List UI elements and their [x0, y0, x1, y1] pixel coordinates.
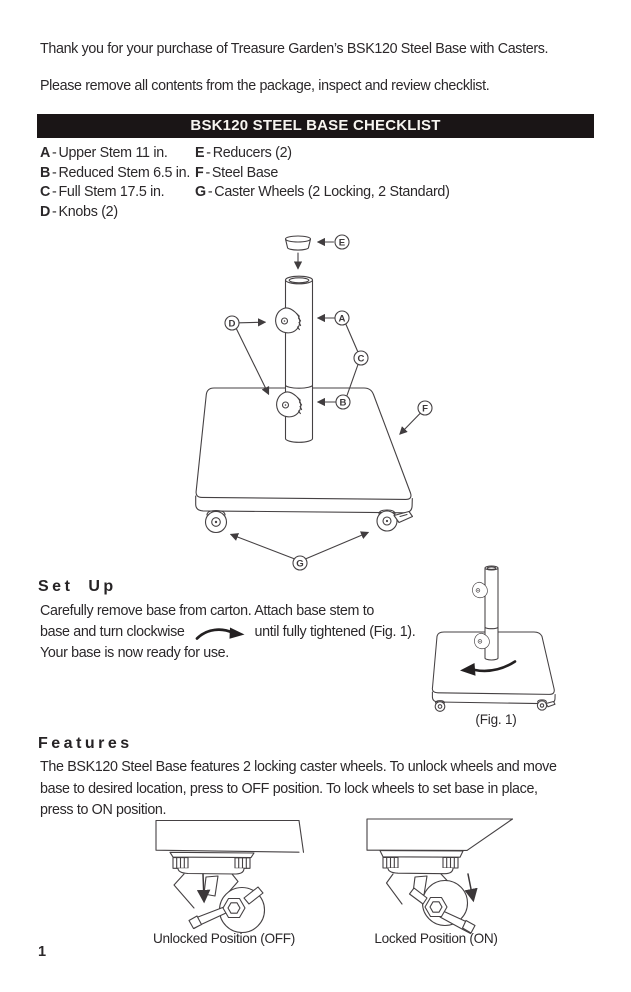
setup-line-2: [40, 622, 415, 643]
item-key: G: [195, 184, 206, 201]
item-key: E: [195, 145, 205, 161]
item-separator: -: [52, 164, 57, 181]
features-heading: Features: [38, 735, 133, 752]
caster-unlocked-figure: [148, 817, 313, 941]
checklist-item-b: [40, 164, 190, 184]
item-separator: -: [52, 145, 57, 161]
checklist-item-d: [40, 203, 190, 223]
item-separator: -: [52, 203, 57, 220]
page-number: 1: [38, 944, 47, 960]
checklist-title-bar: BSK120 STEEL BASE CHECKLIST: [37, 114, 594, 138]
item-key: B: [40, 164, 51, 181]
item-key: F: [195, 164, 204, 181]
caption-unlocked: Unlocked Position (OFF): [153, 931, 295, 946]
mounting-plate: [380, 851, 463, 874]
features-line-3: press to ON position.: [40, 802, 167, 818]
item-desc: Caster Wheels (2 Locking, 2 Standard): [214, 184, 450, 201]
item-separator: -: [206, 145, 211, 161]
press-arrow: [468, 874, 473, 899]
item-desc: Knobs (2): [58, 203, 118, 220]
features-line-2: base to desired location, press to OFF position. To lock wheels to set base in place,: [40, 780, 538, 797]
label-d: D: [228, 318, 236, 330]
setup-line-3: Your base is now ready for use.: [40, 645, 229, 661]
fig1-diagram: [415, 558, 580, 720]
item-key: D: [40, 203, 51, 220]
item-key: C: [40, 184, 51, 201]
clockwise-arrow-icon: [194, 626, 246, 641]
intro-line-1: Thank you for your purchase of Treasure Garden’s BSK120 Steel Base with Casters.: [40, 41, 549, 57]
hub-nut: [223, 899, 245, 918]
checklist-item-g: [195, 183, 450, 203]
item-desc: Upper Stem 11 in.: [58, 145, 168, 161]
checklist-item-e: [195, 144, 450, 164]
checklist-right-column: [195, 144, 450, 203]
checklist-item-c: [40, 183, 190, 203]
label-c: C: [357, 353, 365, 365]
label-a: A: [338, 313, 346, 325]
label-g: G: [296, 558, 304, 570]
item-desc: Reducers (2): [212, 145, 292, 161]
intro-line-2: Please remove all contents from the package, inspect and review checklist.: [40, 78, 490, 94]
caster-wheel-left: [206, 511, 227, 533]
fig1-caption: (Fig. 1): [475, 712, 517, 727]
item-desc: Steel Base: [211, 164, 279, 181]
base-edge-slab: [367, 819, 513, 850]
hub-nut: [425, 898, 447, 917]
setup-line-2-after: until fully tightened (Fig. 1).: [254, 624, 416, 640]
item-desc: Full Stem 17.5 in.: [58, 184, 165, 201]
setup-heading: Set Up: [38, 578, 117, 595]
item-key: A: [40, 145, 51, 161]
item-separator: -: [207, 184, 213, 201]
reducer-cap: [286, 236, 311, 250]
item-desc: Reduced Stem 6.5 in.: [58, 164, 190, 181]
press-arrow: [203, 874, 204, 900]
features-line-1: The BSK120 Steel Base features 2 locking caster wheels. To unlock wheels and move: [40, 759, 557, 775]
checklist-item-f: [195, 164, 450, 184]
setup-line-1: Carefully remove base from carton. Attach base stem to: [40, 603, 374, 619]
mounting-plate: [170, 852, 254, 874]
item-separator: -: [205, 164, 210, 181]
caster-locked-figure: [363, 817, 523, 941]
checklist-left-column: [40, 144, 190, 222]
setup-paragraph: [40, 601, 415, 664]
checklist-item-a: [40, 144, 190, 164]
label-b: B: [339, 397, 347, 409]
caster-wheel-right-locking: [377, 510, 413, 531]
base-edge-slab: [156, 821, 304, 853]
setup-line-2-before: base and turn clockwise: [40, 624, 185, 640]
fig1-caster-right: [537, 700, 555, 710]
base-assembly-diagram: [150, 225, 500, 577]
label-e: E: [338, 237, 346, 249]
features-paragraph: [40, 757, 557, 822]
item-separator: -: [52, 184, 57, 201]
label-f: F: [422, 403, 428, 415]
caption-locked: Locked Position (ON): [374, 931, 498, 946]
